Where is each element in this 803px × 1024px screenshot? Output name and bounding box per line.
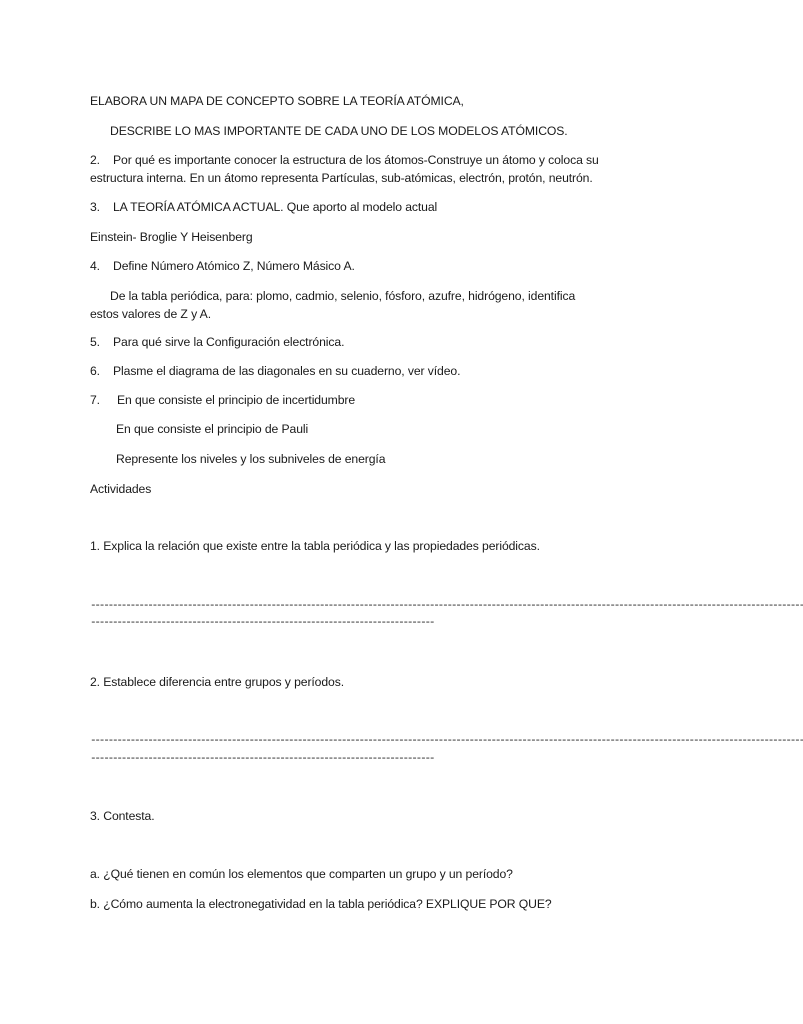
question-2-number: 2. <box>90 153 100 167</box>
question-2-text: Por qué es importante conocer la estructura de los átomos-Construye un átomo y coloca su <box>113 153 599 167</box>
question-3-subline: Einstein- Broglie Y Heisenberg <box>90 230 253 244</box>
question-5 <box>90 334 344 350</box>
question-2-line-1 <box>90 152 599 168</box>
question-3-number: 3. <box>90 200 100 214</box>
activity-1-answer-line-1: ------------------------------------------------------------------------------------------------------------------------------------------------------------------ <box>90 600 803 612</box>
question-6 <box>90 363 460 379</box>
question-4-number: 4. <box>90 259 100 273</box>
question-4 <box>90 258 355 274</box>
question-7-text: En que consiste el principio de incertidumbre <box>117 393 356 407</box>
activity-3-title: 3. Contesta. <box>90 809 155 823</box>
activity-1-question: 1. Explica la relación que existe entre la tabla periódica y las propiedades periódicas. <box>90 539 540 553</box>
heading-concept-map: ELABORA UN MAPA DE CONCEPTO SOBRE LA TEORÍA ATÓMICA, <box>90 94 464 108</box>
activity-2-answer-line-2: ------------------------------------------------------------------------------ <box>90 753 434 765</box>
question-3-text: LA TEORÍA ATÓMICA ACTUAL. Que aporto al modelo actual <box>113 200 438 214</box>
question-6-number: 6. <box>90 364 100 378</box>
activity-2-question: 2. Establece diferencia entre grupos y períodos. <box>90 675 345 689</box>
activity-3-question-a: a. ¿Qué tienen en común los elementos que comparten un grupo y un período? <box>90 867 513 881</box>
question-7-number: 7. <box>90 393 100 407</box>
question-7 <box>90 392 355 408</box>
question-5-text: Para qué sirve la Configuración electrónica. <box>113 335 345 349</box>
question-4-sub-line-2: estos valores de Z y A. <box>90 307 211 321</box>
question-6-text: Plasme el diagrama de las diagonales en su cuaderno, ver vídeo. <box>113 364 461 378</box>
question-7-sub-1: En que consiste el principio de Pauli <box>116 422 309 436</box>
question-4-sub-line-1: De la tabla periódica, para: plomo, cadmio, selenio, fósforo, azufre, hidrógeno, identifica <box>110 289 576 303</box>
heading-atomic-models: DESCRIBE LO MAS IMPORTANTE DE CADA UNO DE LOS MODELOS ATÓMICOS. <box>110 124 568 138</box>
question-7-sub-2: Represente los niveles y los subniveles de energía <box>116 452 386 466</box>
activities-title: Actividades <box>90 482 152 496</box>
activity-2-answer-line-1: ------------------------------------------------------------------------------------------------------------------------------------------------------------------ <box>90 735 803 747</box>
activity-1-answer-line-2: ------------------------------------------------------------------------------ <box>90 617 434 629</box>
question-3 <box>90 199 437 215</box>
question-5-number: 5. <box>90 335 100 349</box>
activity-3-question-b: b. ¿Cómo aumenta la electronegatividad en la tabla periódica? EXPLIQUE POR QUE? <box>90 897 552 911</box>
question-4-text: Define Número Atómico Z, Número Másico A. <box>113 259 355 273</box>
question-2-line-2: estructura interna. En un átomo representa Partículas, sub-atómicas, electrón, protón, neutrón. <box>90 171 593 185</box>
